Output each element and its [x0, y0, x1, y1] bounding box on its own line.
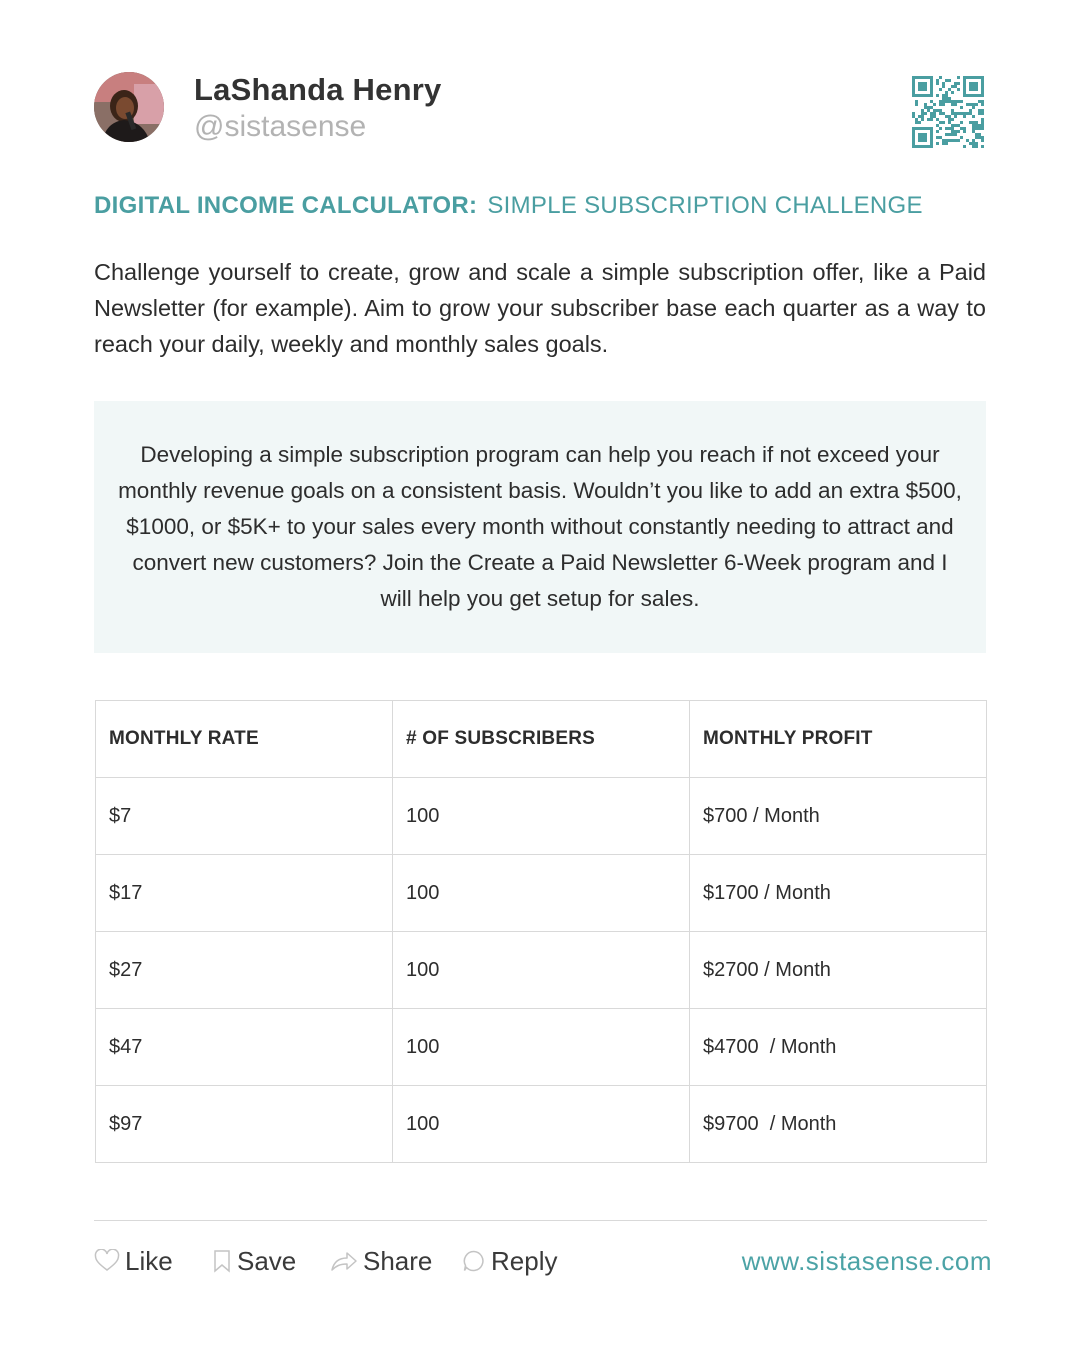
table-row — [96, 1086, 987, 1163]
table-row — [96, 778, 987, 855]
income-table — [95, 700, 987, 1163]
save-label: Save — [237, 1245, 297, 1276]
header-monthly-profit: MONTHLY PROFIT — [690, 701, 987, 778]
cell-subscribers: 100 — [393, 1086, 690, 1163]
cell-rate: $47 — [96, 1009, 393, 1086]
callout-box — [94, 401, 986, 653]
heart-icon — [94, 1249, 120, 1273]
post-footer — [94, 1220, 992, 1276]
cell-subscribers: 100 — [393, 1009, 690, 1086]
page-title — [94, 192, 994, 220]
title-subtitle: SIMPLE SUBSCRIPTION CHALLENGE — [487, 192, 923, 219]
author-handle[interactable]: @sistasense — [194, 110, 367, 143]
like-label: Like — [125, 1245, 173, 1276]
avatar[interactable] — [94, 72, 164, 142]
reply-label: Reply — [491, 1245, 558, 1276]
cell-rate: $97 — [96, 1086, 393, 1163]
cell-profit: $2700 / Month — [690, 932, 987, 1009]
table-row — [96, 855, 987, 932]
like-button[interactable] — [94, 1241, 173, 1281]
intro-paragraph: Challenge yourself to create, grow and scale a simple subscription offer, like a Paid Newsletter (for example). Aim to grow your subscriber base each quarter as a way to reach your daily, weekly and monthly sales goals. — [94, 259, 986, 357]
table-row — [96, 1009, 987, 1086]
table-row — [96, 932, 987, 1009]
qr-code-icon — [912, 76, 984, 148]
cell-profit: $700 / Month — [690, 778, 987, 855]
table-header-row — [96, 701, 987, 778]
cell-profit: $4700 / Month — [690, 1009, 987, 1086]
cell-rate: $27 — [96, 932, 393, 1009]
website-link[interactable]: www.sistasense.com — [741, 1246, 992, 1276]
cell-subscribers: 100 — [393, 778, 690, 855]
save-button[interactable] — [212, 1241, 296, 1281]
cell-profit: $1700 / Month — [690, 855, 987, 932]
share-button[interactable] — [330, 1241, 432, 1281]
cell-rate: $7 — [96, 778, 393, 855]
header-monthly-rate: MONTHLY RATE — [96, 701, 393, 778]
post-header — [94, 72, 986, 148]
speech-bubble-icon — [462, 1249, 486, 1273]
author-name[interactable]: LaShanda Henry — [194, 72, 442, 107]
reply-button[interactable] — [462, 1241, 557, 1281]
title-main: DIGITAL INCOME CALCULATOR: — [94, 192, 478, 219]
callout-text: Developing a simple subscription program can help you reach if not exceed your monthly revenue goals on a consistent basis. Wouldn’t you like to add an extra $500, $1000, or $5K+ to your sales every month without constantly needing to attract and convert new customers? Join the Create a Paid Newsletter 6-Week program and I will help you get setup for sales. — [118, 442, 962, 611]
header-subscribers: # OF SUBSCRIBERS — [393, 701, 690, 778]
share-arrow-icon — [330, 1249, 358, 1273]
cell-subscribers: 100 — [393, 855, 690, 932]
cell-subscribers: 100 — [393, 932, 690, 1009]
cell-profit: $9700 / Month — [690, 1086, 987, 1163]
cell-rate: $17 — [96, 855, 393, 932]
share-label: Share — [363, 1245, 433, 1276]
bookmark-icon — [212, 1249, 232, 1273]
